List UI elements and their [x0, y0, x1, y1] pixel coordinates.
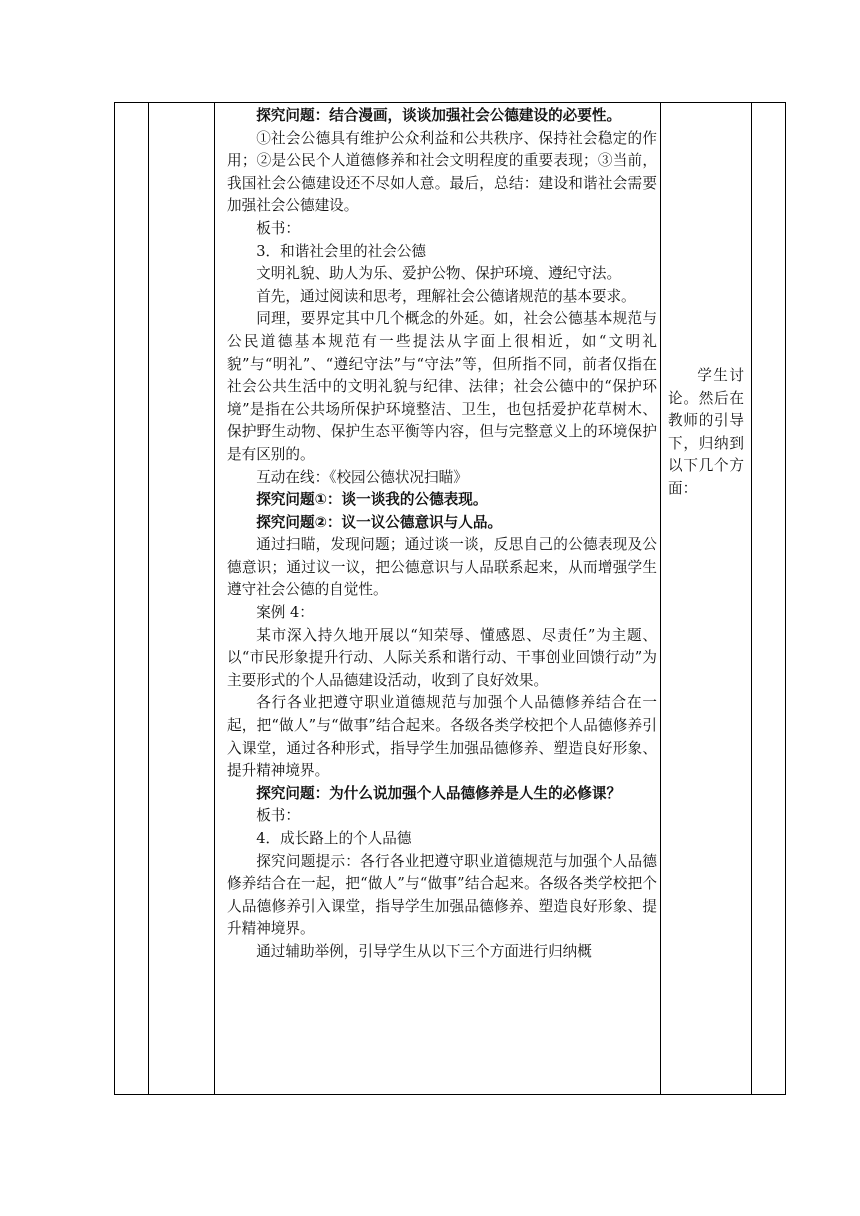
content-paragraph: 探究问题②：议一议公德意识与人品。	[256, 513, 503, 531]
content-paragraph: 案例 4：	[256, 604, 314, 622]
column-divider-2	[214, 103, 215, 1094]
content-paragraph: 3．和谐社会里的社会公德	[256, 242, 427, 260]
content-paragraph: 探究问题：为什么说加强个人品德修养是人生的必修课？	[256, 784, 622, 802]
content-paragraph: ①社会公德具有维护公众利益和公共秩序、保持社会稳定的作用；②是公民个人道德修养和社会文明程度的重要表现；③当前，我国社会公德建设还不尽如人意。最后，总结：建设和谐社会需要加强社会公德建设。	[227, 129, 657, 215]
column-divider-4	[751, 103, 752, 1094]
content-paragraph: 探究问题：结合漫画，谈谈加强社会公德建设的必要性。	[256, 107, 622, 124]
content-paragraph: 各行各业把遵守职业道德规范与加强个人品德修养结合在一起，把“做人”与“做事”结合起来。各级各类学校把个人品德修养引入课堂，通过各种形式，指导学生加强品德修养、塑造良好形象、提升精神境界。	[227, 694, 657, 780]
content-paragraph: 同理，要界定其中几个概念的外延。如，社会公德基本规范与公民道德基本规范有一些提法从字面上很相近，如“文明礼貌”与“明礼”、“遵纪守法”与“守法”等，但所指不同，前者仅指在社会公共生活中的文明礼貌与纪律、法律；社会公德中的“保护环境”是指在公共场所保护环境整洁、卫生，也包括爱护花草树木、保护野生动物、保护生态平衡等内容，但与完整意义上的环境保护是有区别的。	[227, 310, 657, 463]
column-divider-1	[148, 103, 149, 1094]
lesson-table	[114, 102, 786, 1095]
content-paragraph: 板书：	[256, 807, 300, 825]
content-paragraph: 4．成长路上的个人品德	[256, 830, 412, 847]
content-paragraph: 某市深入持久地开展以“知荣辱、懂感恩、尽责任”为主题、以“市民形象提升行动、人际关系和谐行动、干事创业回馈行动”为主要形式的个人品德建设活动，收到了良好效果。	[227, 626, 657, 689]
content-paragraph: 首先，通过阅读和思考，理解社会公德诸规范的基本要求。	[256, 287, 636, 305]
content-paragraph: 互动在线：《校园公德状况扫瞄》	[256, 468, 468, 486]
content-paragraph: 探究问题提示：各行各业把遵守职业道德规范与加强个人品德修养结合在一起，把“做人”与“做事”结合起来。各级各类学校把个人品德修养引入课堂，指导学生加强品德修养、塑造良好形象、提升精神境界。	[227, 852, 657, 938]
content-paragraph: 通过辅助举例，引导学生从以下三个方面进行归纳概	[256, 942, 592, 960]
content-paragraph: 板书：	[256, 219, 300, 237]
student-activity-text: 学生讨论。然后在教师的引导下，归纳到以下几个方面：	[668, 367, 744, 497]
content-paragraph: 文明礼貌、助人为乐、爱护公物、保护环境、遵纪守法。	[256, 265, 622, 283]
teaching-content-column	[223, 103, 661, 964]
content-paragraph: 探究问题①：谈一谈我的公德表现。	[256, 491, 488, 509]
content-paragraph: 通过扫瞄，发现问题；通过谈一谈，反思自己的公德表现及公德意识；通过议一议，把公德意识与人品联系起来，从而增强学生遵守社会公德的自觉性。	[227, 536, 657, 599]
student-activity-column	[664, 365, 748, 501]
